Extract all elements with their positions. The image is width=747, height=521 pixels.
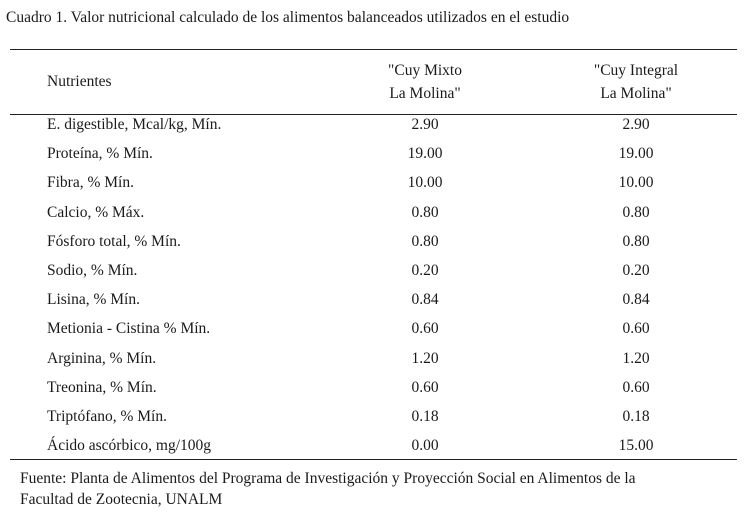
cuy-mixto-value: 0.80 (411, 232, 439, 250)
nutrient-name: Fósforo total, % Mín. (47, 232, 181, 250)
table-row (0, 115, 747, 144)
cuy-integral-value: 0.60 (622, 320, 650, 338)
nutrient-name: Treonina, % Mín. (47, 378, 157, 396)
table-row (0, 290, 747, 319)
table-row (0, 436, 747, 465)
cuy-mixto-value: 19.00 (407, 145, 443, 163)
table-row (0, 319, 747, 348)
cuy-mixto-value: 10.00 (407, 174, 443, 192)
cuy-mixto-value: 0.80 (411, 203, 439, 221)
nutrient-name: Fibra, % Mín. (47, 174, 134, 192)
header-nutrients: Nutrientes (47, 73, 112, 90)
table-row (0, 203, 747, 232)
cuy-mixto-value: 0.20 (411, 261, 439, 279)
cuy-integral-value: 15.00 (618, 437, 654, 455)
source-note-line1: Fuente: Planta de Alimentos del Programa de Investigación y Proyección Social en Alimentos de la (20, 470, 636, 487)
nutrient-name: Lisina, % Mín. (47, 291, 140, 309)
cuy-integral-value: 1.20 (622, 349, 650, 367)
cuy-mixto-value: 0.60 (411, 320, 439, 338)
cuy-integral-value: 0.20 (622, 261, 650, 279)
cuy-integral-value: 0.80 (622, 232, 650, 250)
header-cuy-integral-line1: "Cuy Integral (593, 62, 679, 79)
nutrient-name: Proteína, % Mín. (47, 145, 153, 163)
cuy-mixto-value: 1.20 (411, 349, 439, 367)
cuy-mixto-value: 0.60 (411, 378, 439, 396)
table-caption: Cuadro 1. Valor nutricional calculado de los alimentos balanceados utilizados en el estudio (6, 9, 570, 26)
table-row (0, 232, 747, 261)
table-row (0, 349, 747, 378)
cuy-mixto-value: 0.84 (411, 291, 439, 309)
source-note (20, 468, 745, 510)
header-cuy-mixto-line2: La Molina" (389, 85, 461, 102)
cuy-integral-value: 10.00 (618, 174, 654, 192)
cuy-mixto-value: 0.00 (411, 437, 439, 455)
cuy-integral-value: 0.84 (622, 291, 650, 309)
table-row (0, 378, 747, 407)
cuy-integral-value: 19.00 (618, 145, 654, 163)
header-cuy-mixto (335, 59, 515, 105)
table-body (0, 115, 747, 465)
cuy-mixto-value: 2.90 (411, 116, 439, 133)
nutrient-name: E. digestible, Mcal/kg, Mín. (47, 116, 222, 133)
cuy-mixto-value: 0.18 (411, 407, 439, 425)
table-row (0, 173, 747, 202)
cuy-integral-value: 0.80 (622, 203, 650, 221)
header-cuy-integral-line2: La Molina" (600, 85, 672, 102)
top-rule (10, 49, 737, 50)
header-cuy-integral (546, 59, 726, 105)
cuy-integral-value: 0.60 (622, 378, 650, 396)
bottom-rule (10, 459, 737, 460)
header-cuy-mixto-line1: "Cuy Mixto (388, 62, 462, 79)
nutrient-name: Calcio, % Máx. (47, 203, 145, 221)
nutrient-name: Metionia - Cistina % Mín. (47, 320, 211, 338)
nutrient-name: Ácido ascórbico, mg/100g (47, 437, 212, 455)
cuy-integral-value: 0.18 (622, 407, 650, 425)
table-row (0, 407, 747, 436)
table-row (0, 144, 747, 173)
nutrient-name: Triptófano, % Mín. (47, 407, 167, 425)
nutrient-name: Arginina, % Mín. (47, 349, 157, 367)
cuy-integral-value: 2.90 (622, 116, 650, 133)
source-note-line2: Facultad de Zootecnia, UNALM (20, 491, 223, 508)
nutrient-name: Sodio, % Mín. (47, 261, 138, 279)
table-row (0, 261, 747, 290)
